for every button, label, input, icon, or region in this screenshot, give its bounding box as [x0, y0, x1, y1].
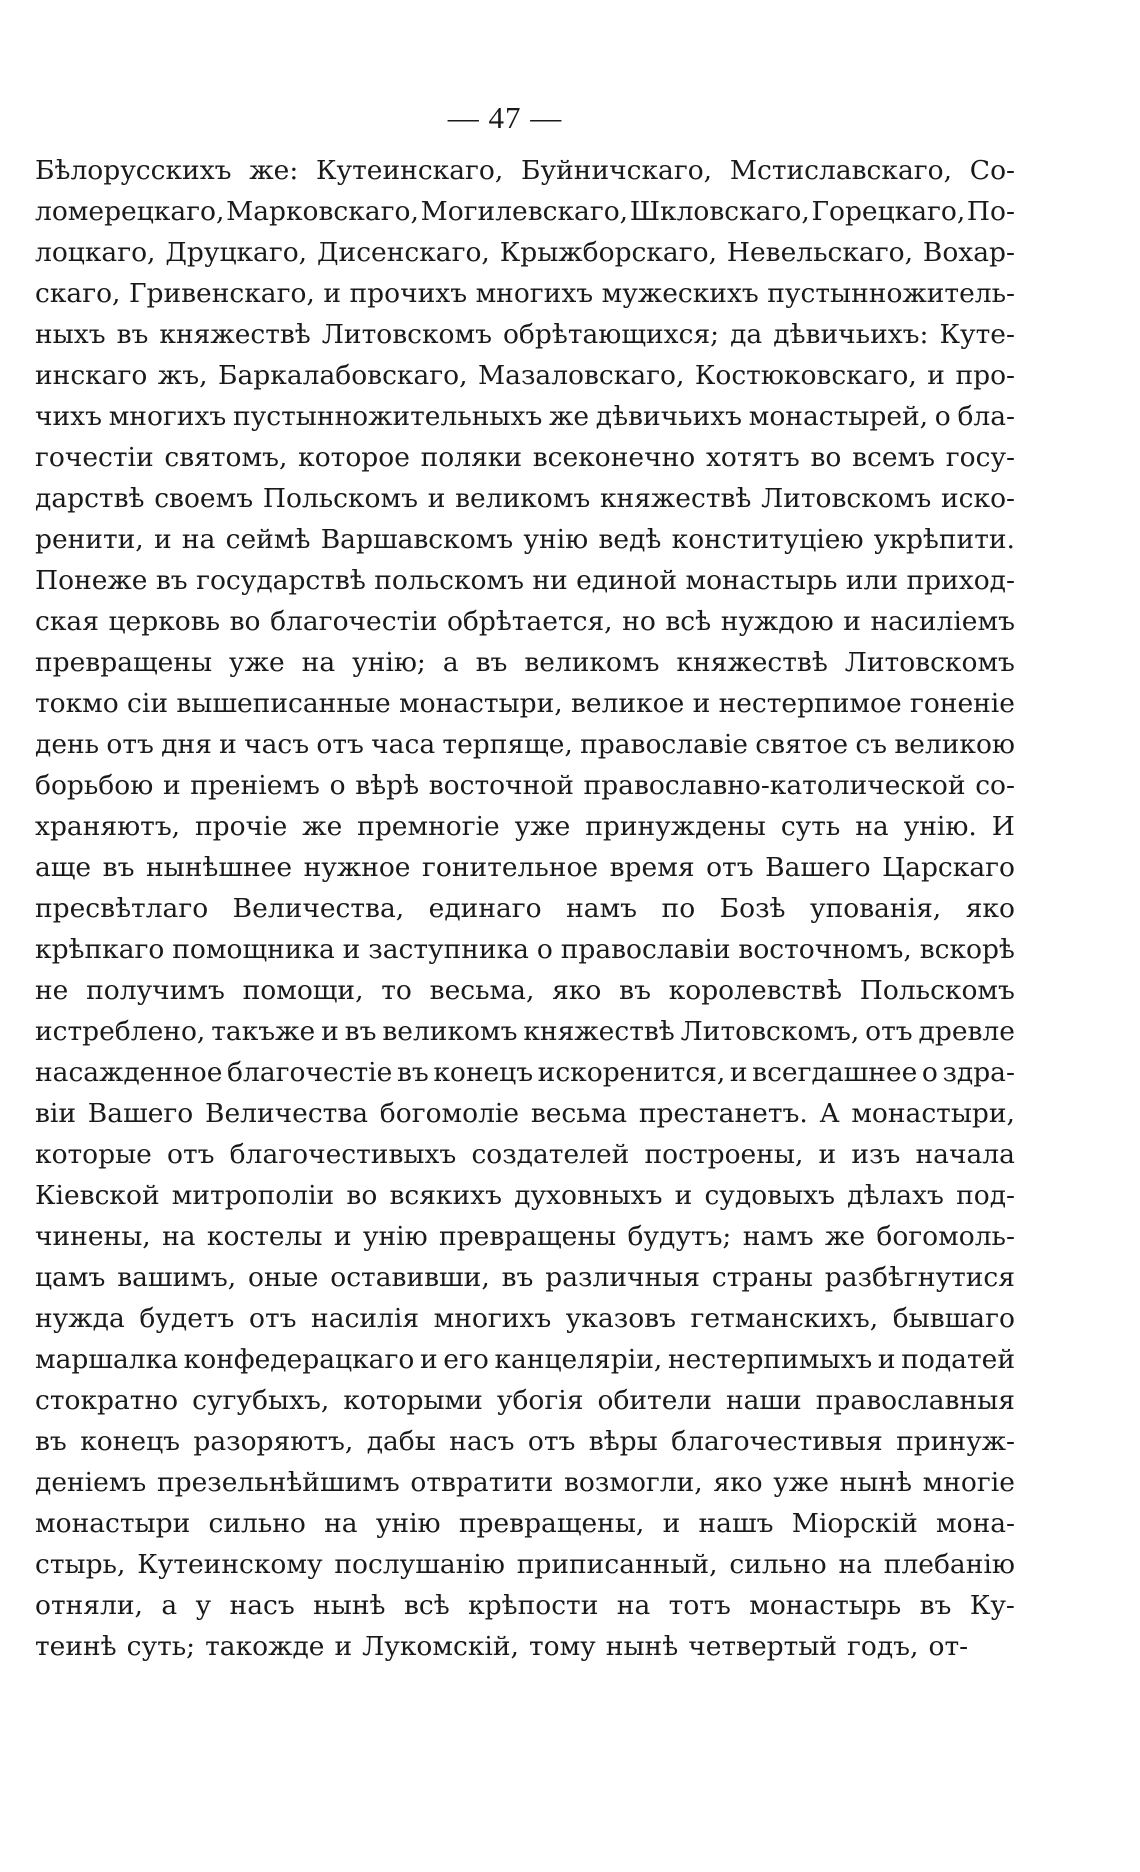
text-line: монастыри сильно на унію превращены, и нашъ Міорскій мона-	[35, 1508, 1015, 1539]
text-line: ренити, и на сеймѣ Варшавскомъ унію ведѣ конституціею укрѣпити.	[35, 524, 1015, 555]
text-line: стырь, Кутеинскому послушанію приписанный, сильно на плебанію	[35, 1549, 1015, 1580]
text-line: гочестіи святомъ, которое поляки всеконечно хотятъ во всемъ госу-	[35, 442, 1015, 473]
text-line: стократно сугубыхъ, которыми убогія обители наши православныя	[35, 1385, 1015, 1416]
text-line: ломерецкаго, Марковскаго, Могилевскаго, Шкловскаго, Горецкаго, По-	[35, 196, 1015, 227]
text-line: ская церковь во благочестіи обрѣтается, но всѣ нуждою и насиліемъ	[35, 606, 1015, 637]
text-line: дарствѣ своемъ Польскомъ и великомъ княжествѣ Литовскомъ искo-	[35, 483, 1015, 514]
text-line: лоцкаго, Друцкаго, Дисенскаго, Крыжборскаго, Невельскаго, Вохар-	[35, 237, 1015, 268]
text-line: скаго, Гривенскаго, и прочихъ многихъ мужескихъ пустынножитель-	[35, 278, 1015, 309]
text-line: пресвѣтлаго Величества, единаго намъ по Бозѣ упованія, яко	[35, 893, 1015, 924]
text-line: храняютъ, прочіе же премногіе уже принуждены суть на унію. И	[35, 811, 1015, 842]
text-line: віи Вашего Величества богомоліе весьма престанетъ. А монастыри,	[35, 1098, 1015, 1129]
text-line: теинѣ суть; такожде и Лукомскій, тому нынѣ четвертый годъ, от-	[35, 1631, 969, 1662]
text-line: токмо сіи вышеписанные монастыри, великое и нестерпимое гоненіе	[35, 688, 1015, 719]
text-line: день отъ дня и часъ отъ часа терпяще, православіе святое съ великою	[35, 729, 1015, 760]
text-line: не получимъ помощи, то весьма, яко въ королевствѣ Польскомъ	[35, 975, 1015, 1006]
text-line: Бѣлорусскихъ же: Кутеинскаго, Буйничскаго, Мстиславскаго, Со-	[35, 155, 1015, 186]
text-line: истреблено, такъже и въ великомъ княжествѣ Литовскомъ, отъ древле	[35, 1016, 1015, 1047]
text-line: чинены, на костелы и унію превращены будутъ; намъ же богомоль-	[35, 1221, 1015, 1252]
text-line: борьбою и преніемъ о вѣрѣ восточной православно-католической со-	[35, 770, 1015, 801]
text-line: превращены уже на унію; а въ великомъ княжествѣ Литовскомъ	[35, 647, 1015, 678]
text-line: аще въ нынѣшнее нужное гонительное время отъ Вашего Царскаго	[35, 852, 1015, 883]
text-line: въ конецъ разоряютъ, дабы насъ отъ вѣры благочестивыя принуж-	[35, 1426, 1015, 1457]
text-line: маршалка конфедерацкаго и его канцеляріи, нестерпимыхъ и податей	[35, 1344, 1015, 1375]
text-line: ныхъ въ княжествѣ Литовскомъ обрѣтающихся; да дѣвичьихъ: Куте-	[35, 319, 1015, 350]
text-line: чихъ многихъ пустынножительныхъ же дѣвичьихъ монастырей, о бла-	[35, 401, 1015, 432]
text-line: Кіевской митрополіи во всякихъ духовныхъ и судовыхъ дѣлахъ под-	[35, 1180, 1015, 1211]
text-line: цамъ вашимъ, оные оставивши, въ различныя страны разбѣгнутися	[35, 1262, 1015, 1293]
text-line: насажденное благочестіе въ конецъ искоренится, и всегдашнее о здра-	[35, 1057, 1015, 1088]
text-line: крѣпкаго помощника и заступника о православіи восточномъ, вскорѣ	[35, 934, 1015, 965]
text-line: Понеже въ государствѣ польскомъ ни единой монастырь или приход-	[35, 565, 1015, 596]
text-line: деніемъ презельнѣйшимъ отвратити возмогли, яко уже нынѣ многіе	[35, 1467, 1015, 1498]
text-line: инскаго жъ, Баркалабовскаго, Мазаловскаго, Костюковскаго, и про-	[35, 360, 1015, 391]
body-text	[35, 150, 1015, 1667]
page-number: — 47 —	[447, 100, 563, 135]
text-line: нужда будетъ отъ насилія многихъ указовъ гетманскихъ, бывшаго	[35, 1303, 1015, 1334]
text-line: отняли, а у насъ нынѣ всѣ крѣпости на тотъ монастырь въ Ку-	[35, 1590, 1015, 1621]
text-line: которые отъ благочестивыхъ создателей построены, и изъ начала	[35, 1139, 1015, 1170]
